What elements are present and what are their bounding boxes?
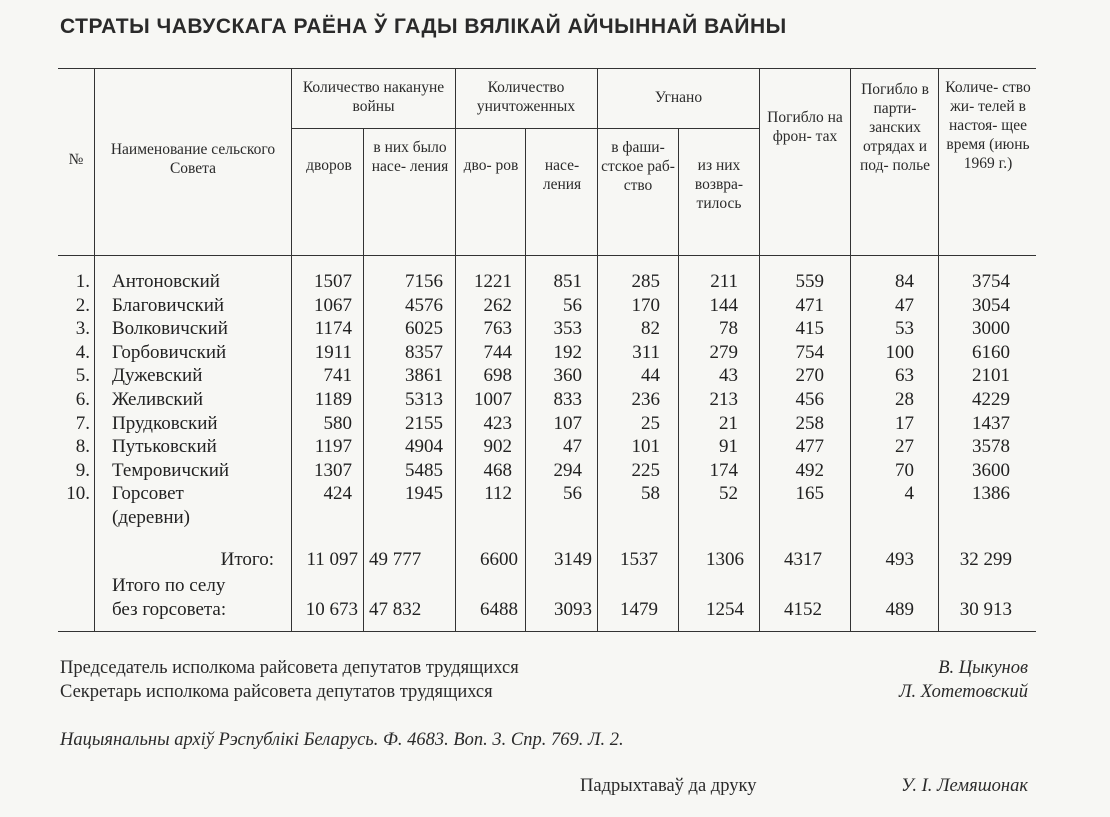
table-cell-c6: 21	[719, 412, 738, 434]
table-cell-c9: 4229	[972, 389, 1010, 410]
table-cell-c7: 492	[795, 459, 824, 481]
table-cell-c1: 1307	[314, 459, 352, 481]
table-cell-c5: 101	[631, 436, 660, 458]
table-cell-c1: 1174	[314, 318, 352, 340]
header-slavery: в фаши- стское раб- ство	[601, 139, 675, 194]
table-cell-c5: 44	[641, 365, 660, 387]
total-destroyed-population: 3149	[554, 549, 592, 570]
table-cell-c5: 25	[641, 412, 660, 434]
table-cell-n: 6.	[75, 389, 90, 410]
table-cell-c4: 56	[563, 483, 582, 505]
table-cell-c1: 580	[323, 412, 352, 434]
header-bottom-rule	[58, 255, 1036, 256]
table-cell-c3: 763	[483, 318, 512, 340]
table-cell-n: 10.	[66, 483, 90, 505]
table-cell-c1: 1189	[314, 389, 352, 410]
table-cell-c1: 1067	[314, 294, 352, 316]
prepared-prefix: Падрыхтаваў да друку	[580, 776, 757, 796]
table-cell-c2: 7156	[405, 271, 443, 292]
table-cell-name-continued: (деревни)	[112, 507, 190, 528]
table-cell-n: 5.	[75, 365, 90, 387]
table-cell-c5: 311	[632, 341, 660, 363]
table-cell-c7: 477	[795, 436, 824, 458]
header-destroyed-population: насе- ления	[542, 157, 582, 193]
table-cell-c4: 851	[553, 271, 582, 292]
table-cell-c5: 236	[631, 389, 660, 410]
header-destroyed-households: дво- ров	[463, 157, 519, 174]
page-title: СТРАТЫ ЧАВУСКАГА РАЁНА Ў ГАДЫ ВЯЛІКАЙ АЙЧЫННАЙ ВАЙНЫ	[60, 15, 787, 38]
table-cell-c5: 285	[631, 271, 660, 292]
table-cell-c3: 744	[483, 341, 512, 363]
header-residents-now: Количе- ство жи- телей в настоя- щее время (июнь 1969 г.)	[945, 79, 1031, 172]
table-cell-c6: 279	[709, 341, 738, 363]
table-cell-c8: 63	[895, 365, 914, 387]
prepared-name: У. І. Лемяшонак	[901, 776, 1028, 796]
table-cell-c7: 456	[795, 389, 824, 410]
total-residents: 32 299	[959, 549, 1012, 570]
table-cell-c5: 82	[641, 318, 660, 340]
table-cell-c7: 270	[795, 365, 824, 387]
secretary-role: Секретарь исполкома райсовета депутатов трудящихся	[60, 682, 493, 702]
table-cell-c8: 28	[895, 389, 914, 410]
table-cell-c2: 5485	[405, 459, 443, 481]
table-cell-c3: 262	[483, 294, 512, 316]
table-cell-c4: 360	[553, 365, 582, 387]
table-cell-c6: 213	[709, 389, 738, 410]
table-cell-c4: 353	[553, 318, 582, 340]
table-cell-c2: 6025	[405, 318, 443, 340]
table-cell-c1: 424	[323, 483, 352, 505]
total-village-died-front: 4152	[784, 599, 822, 620]
table-cell-c3: 423	[483, 412, 512, 434]
header-population: в них было насе- ления	[371, 139, 449, 175]
table-cell-c4: 833	[553, 389, 582, 410]
header-households: дворов	[306, 157, 352, 174]
table-top-rule	[58, 68, 1036, 69]
table-cell-c6: 174	[709, 459, 738, 481]
table-cell-c6: 52	[719, 483, 738, 505]
table-cell-n: 3.	[75, 318, 90, 340]
header-name: Наименование сельского Совета	[110, 141, 276, 177]
table-cell-c1: 741	[323, 365, 352, 387]
table-cell-c8: 84	[895, 271, 914, 292]
table-cell-c8: 27	[895, 436, 914, 458]
table-cell-n: 2.	[75, 294, 90, 316]
table-cell-c2: 1945	[405, 483, 443, 505]
table-cell-c7: 559	[795, 271, 824, 292]
table-cell-c8: 4	[904, 483, 914, 505]
header-driven: Угнано	[654, 89, 703, 106]
table-cell-name: Дужевский	[112, 365, 203, 387]
table-cell-n: 4.	[75, 341, 90, 363]
table-cell-c5: 58	[641, 483, 660, 505]
table-cell-c7: 258	[795, 412, 824, 434]
table-cell-c2: 3861	[405, 365, 443, 387]
table-cell-c9: 3054	[972, 294, 1010, 316]
table-cell-c3: 698	[483, 365, 512, 387]
table-cell-c9: 3600	[972, 459, 1010, 481]
total-destroyed-households: 6600	[480, 549, 518, 570]
table-cell-c9: 1386	[972, 483, 1010, 505]
total-population: 49 777	[369, 549, 422, 570]
table-cell-c3: 468	[483, 459, 512, 481]
total-label: Итого:	[220, 549, 274, 570]
table-cell-c8: 17	[895, 412, 914, 434]
chairman-role: Председатель исполкома райсовета депутатов трудящихся	[60, 658, 519, 678]
total-village-residents: 30 913	[959, 599, 1012, 620]
table-cell-c8: 70	[895, 459, 914, 481]
total-returned: 1306	[706, 549, 744, 570]
archive-reference: Нацыянальны архіў Рэспублікі Беларусь. Ф. 4683. Воп. 3. Спр. 769. Л. 2.	[60, 730, 624, 750]
subheader-rule	[291, 128, 759, 129]
table-cell-name: Горсовет	[112, 483, 184, 505]
total-village-label-1: Итого по селу	[112, 575, 226, 596]
table-cell-n: 8.	[75, 436, 90, 458]
secretary-name: Л. Хотетовский	[898, 682, 1028, 702]
table-cell-c6: 144	[709, 294, 738, 316]
table-cell-c3: 1221	[474, 271, 512, 292]
table-cell-c8: 100	[885, 341, 914, 363]
total-village-label-2: без горсовета:	[112, 599, 227, 620]
header-died-front: Погибло на фрон- тах	[767, 109, 843, 145]
table-cell-c9: 2101	[972, 365, 1010, 387]
header-destroyed: Количество уничтоженных	[476, 79, 576, 115]
table-cell-c6: 91	[719, 436, 738, 458]
total-households: 11 097	[306, 549, 358, 570]
total-village-slavery: 1479	[620, 599, 658, 620]
table-cell-c7: 471	[795, 294, 824, 316]
table-cell-c2: 5313	[405, 389, 443, 410]
table-cell-c3: 112	[484, 483, 512, 505]
table-cell-name: Антоновский	[112, 271, 220, 292]
table-cell-c7: 415	[795, 318, 824, 340]
table-cell-c1: 1197	[314, 436, 352, 458]
table-cell-c7: 165	[795, 483, 824, 505]
table-cell-name: Прудковский	[112, 412, 218, 434]
total-died-front: 4317	[784, 549, 822, 570]
total-village-returned: 1254	[706, 599, 744, 620]
total-village-destroyed-population: 3093	[554, 599, 592, 620]
header-before-war: Количество накануне войны	[302, 79, 445, 115]
table-cell-n: 1.	[75, 271, 90, 292]
total-village-households: 10 673	[305, 599, 358, 620]
table-cell-c2: 4576	[405, 294, 443, 316]
header-number: №	[68, 151, 84, 168]
table-cell-c6: 43	[719, 365, 738, 387]
table-cell-c6: 78	[719, 318, 738, 340]
table-cell-c9: 3754	[972, 271, 1010, 292]
table-cell-name: Желивский	[112, 389, 204, 410]
table-cell-c4: 107	[553, 412, 582, 434]
table-cell-c9: 3000	[972, 318, 1010, 340]
table-cell-name: Темровичский	[112, 459, 230, 481]
table-cell-c1: 1507	[314, 271, 352, 292]
header-died-partisans: Погибло в парти- занских отрядах и под- полье	[859, 81, 931, 174]
table-cell-n: 7.	[75, 412, 90, 434]
total-died-partisans: 493	[885, 549, 914, 570]
table-cell-c8: 47	[895, 294, 914, 316]
table-cell-c4: 47	[563, 436, 582, 458]
header-returned: из них возвра- тилось	[694, 157, 744, 212]
table-cell-c3: 1007	[474, 389, 512, 410]
table-cell-c4: 56	[563, 294, 582, 316]
table-cell-n: 9.	[75, 459, 90, 481]
table-cell-c5: 170	[631, 294, 660, 316]
total-village-destroyed-households: 6488	[480, 599, 518, 620]
table-cell-name: Путьковский	[112, 436, 217, 458]
total-slavery: 1537	[620, 549, 658, 570]
table-cell-name: Волковичский	[112, 318, 228, 340]
table-cell-c9: 6160	[972, 341, 1010, 363]
table-cell-name: Горбовичский	[112, 341, 227, 363]
table-cell-c1: 1911	[314, 341, 352, 363]
table-bottom-rule	[58, 631, 1036, 632]
table-cell-c6: 211	[710, 271, 738, 292]
table-cell-name: Благовичский	[112, 294, 225, 316]
table-cell-c9: 1437	[972, 412, 1010, 434]
table-cell-c7: 754	[795, 341, 824, 363]
table-cell-c8: 53	[895, 318, 914, 340]
table-cell-c2: 8357	[405, 341, 443, 363]
table-cell-c5: 225	[631, 459, 660, 481]
table-cell-c2: 4904	[405, 436, 443, 458]
table-cell-c4: 192	[553, 341, 582, 363]
col-divider	[94, 68, 95, 631]
table-cell-c3: 902	[483, 436, 512, 458]
table-cell-c2: 2155	[405, 412, 443, 434]
total-village-population: 47 832	[369, 599, 422, 620]
table-cell-c9: 3578	[972, 436, 1010, 458]
chairman-name: В. Цыкунов	[938, 658, 1028, 678]
total-village-died-partisans: 489	[885, 599, 914, 620]
table-cell-c4: 294	[553, 459, 582, 481]
